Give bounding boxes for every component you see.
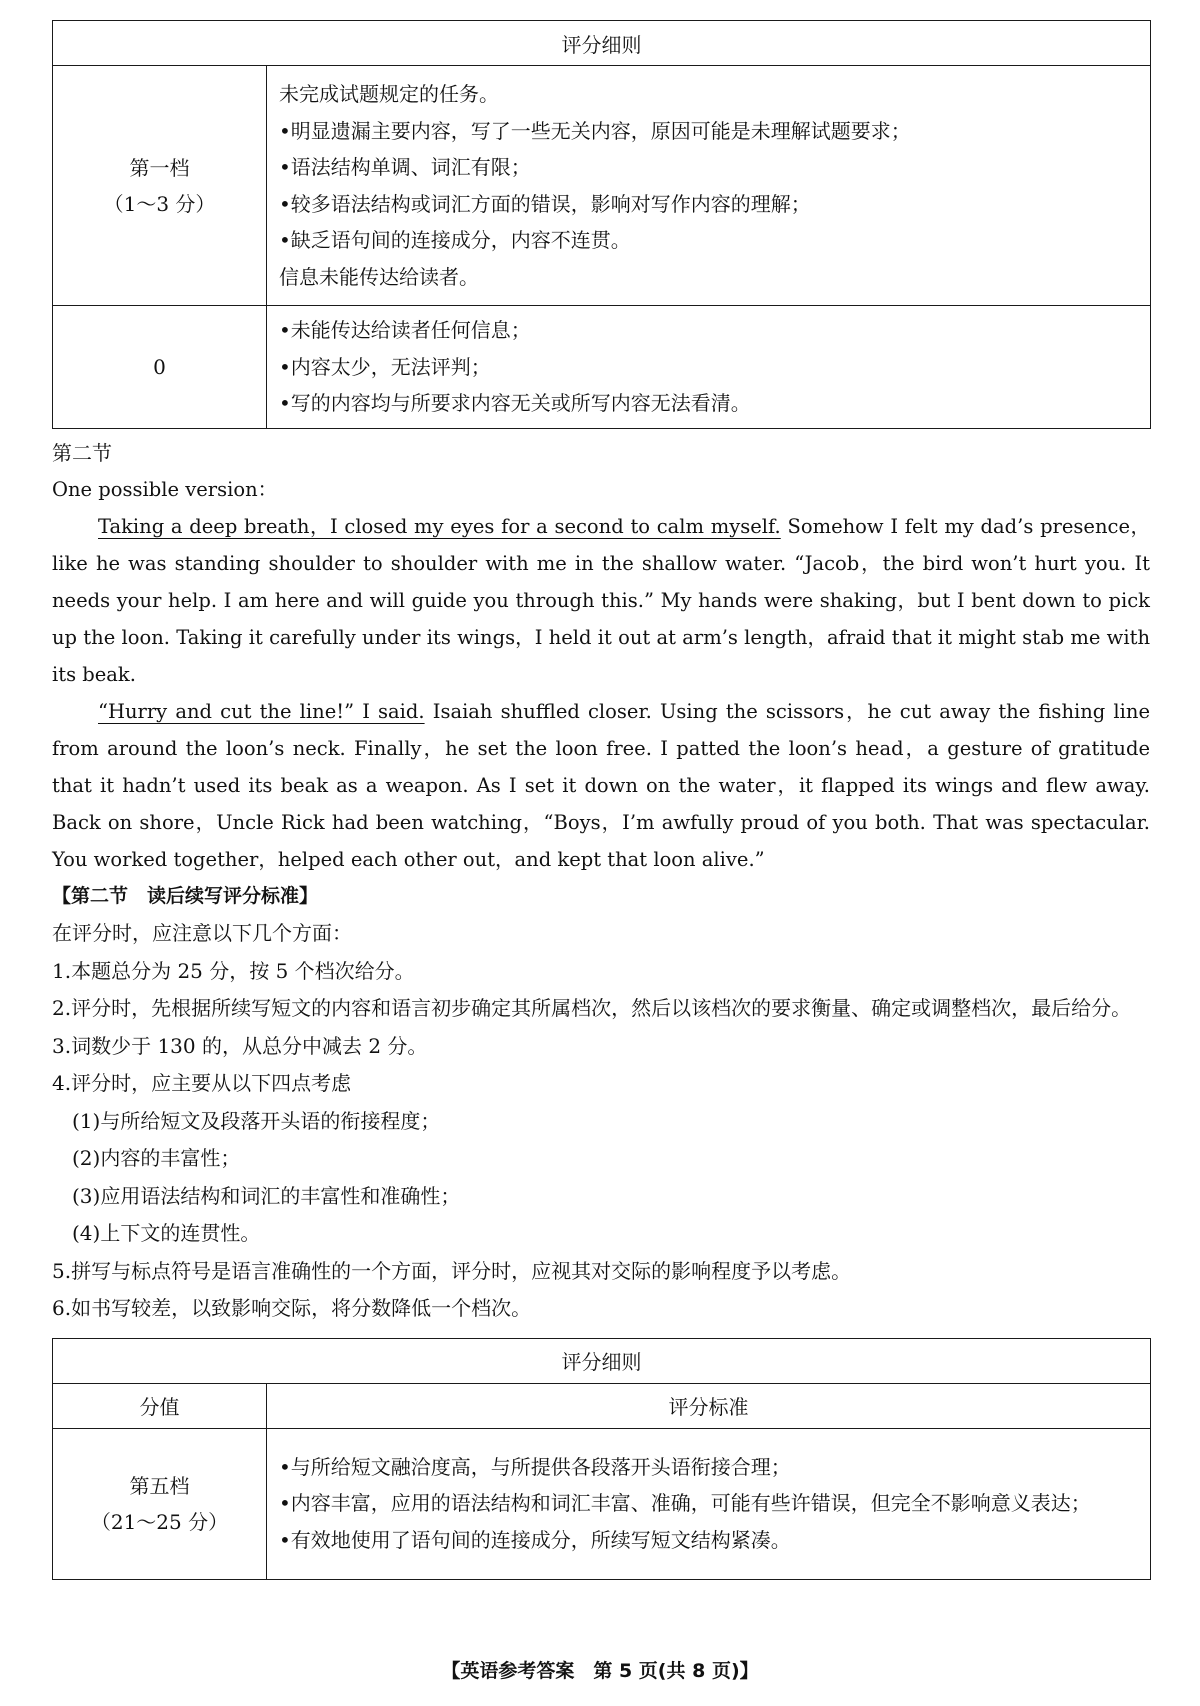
- rule-subitem: (2)内容的丰富性；: [72, 1146, 241, 1170]
- paragraph-body: Somehow I felt my dad’s presence，like he was standing shoulder to shoulder with me in the shallow water. “Jacob，the bird won’t hurt you. It needs your help. I am here and will guide you through this.” My hands were shaking，but I bent down to pick up the loon. Taking it carefully under its wings，I held it out at arm’s length，afraid that it might stab me with its beak.: [52, 514, 1151, 686]
- rule-item: 2.评分时，先根据所续写短文的内容和语言初步确定其所属档次，然后以该档次的要求衡量、确定或调整档次，最后给分。: [52, 996, 1132, 1020]
- level-cell: [53, 66, 267, 306]
- criteria-cell: [267, 66, 1151, 306]
- rule-subitem: (4)上下文的连贯性。: [72, 1221, 261, 1245]
- page-footer: 【英语参考答案 第 5 页(共 8 页)】: [441, 1660, 759, 1682]
- criteria-line: •与所给短文融洽度高，与所提供各段落开头语衔接合理；: [279, 1454, 791, 1479]
- essay-intro: One possible version：: [52, 477, 278, 501]
- criteria-line: •内容太少，无法评判；: [279, 354, 491, 379]
- criteria-line: •写的内容均与所要求内容无关或所写内容无法看清。: [279, 391, 751, 415]
- scoring-table-1: [52, 20, 1151, 429]
- essay-paragraph: [52, 693, 1150, 878]
- criteria-line: 未完成试题规定的任务。: [279, 82, 499, 106]
- table-header: 评分细则: [53, 21, 1151, 66]
- rule-subitem: (3)应用语法结构和词汇的丰富性和准确性；: [72, 1183, 461, 1208]
- essay-paragraph: [52, 508, 1150, 693]
- scoring-rules: [52, 878, 1150, 1328]
- criteria-cell: [267, 1428, 1151, 1579]
- criteria-line: •语法结构单调、词汇有限；: [279, 155, 531, 179]
- rules-title: 【第二节 读后续写评分标准】: [52, 884, 319, 907]
- level-name: 第一档: [129, 155, 190, 180]
- rule-item: 1.本题总分为 25 分，按 5 个档次给分。: [52, 958, 415, 983]
- criteria-line: 信息未能传达给读者。: [279, 264, 479, 289]
- level-name: 0: [153, 354, 166, 379]
- table-header: 评分细则: [53, 1338, 1151, 1383]
- criteria-line: •有效地使用了语句间的连接成分，所续写短文结构紧凑。: [279, 1527, 791, 1552]
- column-header-criteria: 评分标准: [267, 1383, 1151, 1428]
- rule-item: 6.如书写较差，以致影响交际，将分数降低一个档次。: [52, 1296, 532, 1320]
- criteria-line: •缺乏语句间的连接成分，内容不连贯。: [279, 228, 631, 252]
- criteria-cell: [267, 306, 1151, 429]
- criteria-line: •内容丰富，应用的语法结构和词汇丰富、准确，可能有些许错误，但完全不影响意义表达；: [279, 1491, 1091, 1516]
- paragraph-opening: Taking a deep breath，I closed my eyes for a second to calm myself.: [98, 514, 781, 538]
- section-title: 第二节: [52, 440, 112, 465]
- rule-item: 3.词数少于 130 的，从总分中减去 2 分。: [52, 1033, 428, 1058]
- level-cell: [53, 1428, 267, 1579]
- level-cell: [53, 306, 267, 429]
- criteria-line: •较多语法结构或词汇方面的错误，影响对写作内容的理解；: [279, 191, 811, 216]
- level-range: （1～3 分）: [103, 191, 216, 216]
- rules-intro: 在评分时，应注意以下几个方面：: [52, 921, 352, 945]
- rule-item: 4.评分时，应主要从以下四点考虑: [52, 1071, 352, 1095]
- rule-subitem: (1)与所给短文及段落开头语的衔接程度；: [72, 1108, 441, 1133]
- rule-item: 5.拼写与标点符号是语言准确性的一个方面，评分时，应视其对交际的影响程度予以考虑。: [52, 1258, 852, 1283]
- paragraph-body: Isaiah shuffled closer. Using the scissors，he cut away the fishing line from around the loon’s neck. Finally，he set the loon free. I patted the loon’s head，a gesture of gratitude that it hadn’t used its beak as a weapon. As I set it down on the water，it flapped its wings and flew away. Back on shore，Uncle Rick had been watching，“Boys，I’m awfully proud of you both. That was spectacular. You worked together，helped each other out，and kept that loon alive.”: [52, 699, 1150, 871]
- column-header-score: 分值: [53, 1383, 267, 1428]
- paragraph-opening: “Hurry and cut the line!” I said.: [98, 699, 425, 723]
- scoring-table-2: [52, 1338, 1151, 1580]
- criteria-line: •未能传达给读者任何信息；: [279, 318, 531, 342]
- page: [52, 20, 1150, 1580]
- level-name: 第五档: [129, 1473, 190, 1498]
- criteria-line: •明显遗漏主要内容，写了一些无关内容，原因可能是未理解试题要求；: [279, 118, 911, 143]
- level-range: （21～25 分）: [90, 1509, 229, 1534]
- model-essay: [52, 471, 1150, 878]
